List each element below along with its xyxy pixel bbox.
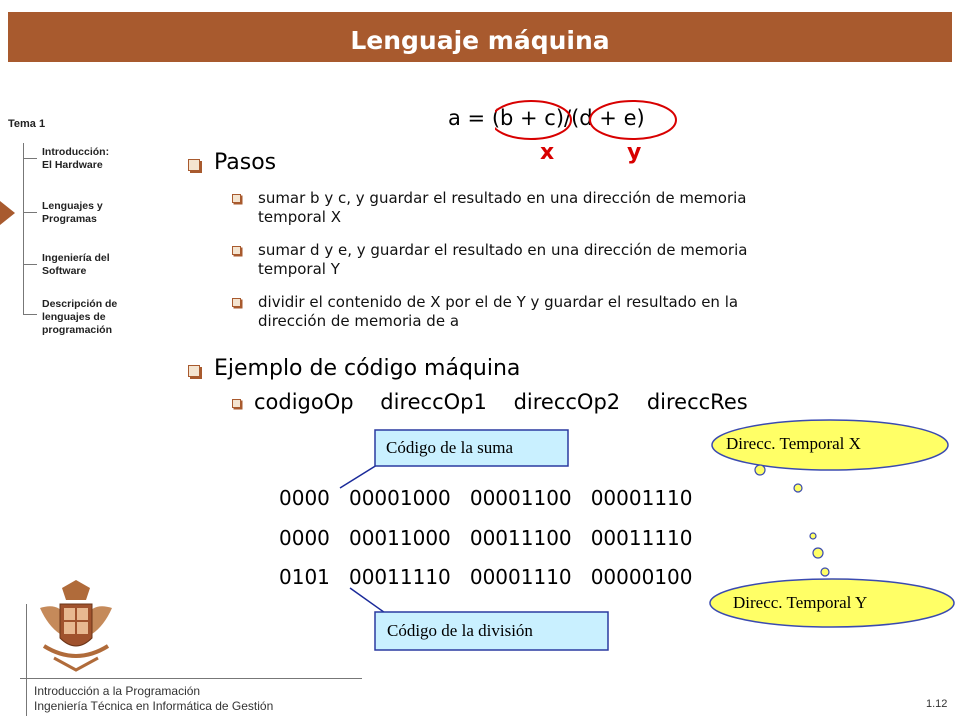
footer-degree: Ingeniería Técnica en Informática de Gestión [34,699,274,713]
paso-1-line2: temporal X [258,208,341,226]
ejemplo-heading: Ejemplo de código máquina [214,356,521,381]
paso-2-line2: temporal Y [258,260,340,278]
nav-tema-label: Tema 1 [8,118,46,130]
paso-2-line1: sumar d y e, y guardar el resultado en una dirección de memoria [258,241,748,259]
paso-3-line2: dirección de memoria de a [258,312,460,330]
footer-divider [20,678,362,679]
code-line-1: 0000 00001000 00001100 00001110 [279,486,693,510]
code-line-3: 0101 00011110 00001110 00000100 [279,565,693,589]
page-title: Lenguaje máquina [350,26,610,55]
footer-divider-vertical [26,604,27,716]
code-line-2: 0000 00011000 00011100 00011110 [279,526,693,550]
code-format: codigoOp direccOp1 direccOp2 direccRes [254,390,748,414]
university-crest-icon [30,574,122,674]
callout-temp-x: Direcc. Temporal X [726,434,861,453]
nav-item-hardware[interactable]: Introducción: El Hardware [42,146,110,171]
page-number: 1.12 [926,698,948,710]
callout-temp-y: Direcc. Temporal Y [733,593,868,612]
paso-3-line1: dividir el contenido de X por el de Y y guardar el resultado en la [258,293,739,311]
callout-suma: Código de la suma [386,438,514,457]
formula: a = (b + c)/(d + e) [448,106,645,130]
pasos-heading: Pasos [214,150,277,175]
label-y: y [627,140,642,165]
label-x: x [540,140,555,165]
paso-1-line1: sumar b y c, y guardar el resultado en una dirección de memoria [258,189,747,207]
nav-item-descripcion[interactable]: Descripción de lenguajes de programación [42,298,118,336]
nav-item-lenguajes[interactable]: Lenguajes y Programas [42,200,103,225]
nav-item-ingenieria[interactable]: Ingeniería del Software [42,252,110,277]
footer-course: Introducción a la Programación [34,684,201,698]
callout-division: Código de la división [387,621,533,640]
